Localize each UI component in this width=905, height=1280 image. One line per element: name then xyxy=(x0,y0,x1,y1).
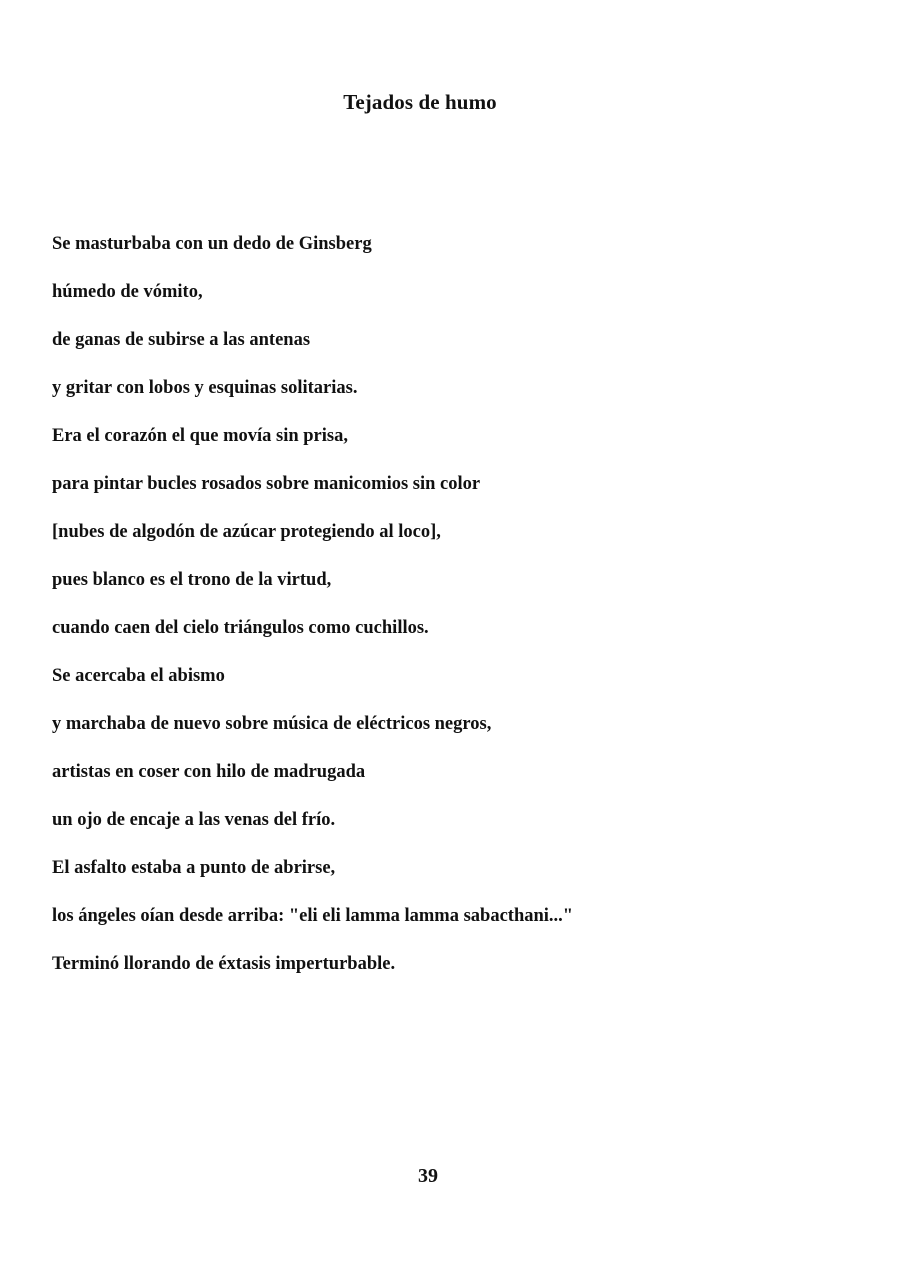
poem-line: y gritar con lobos y esquinas solitarias. xyxy=(52,378,358,398)
poem-line: para pintar bucles rosados sobre manicomios sin color xyxy=(52,474,481,494)
poem-line: y marchaba de nuevo sobre música de eléctricos negros, xyxy=(52,714,492,734)
poem-line: Se masturbaba con un dedo de Ginsberg xyxy=(52,234,372,254)
poem-line: los ángeles oían desde arriba: "eli eli lamma lamma sabacthani..." xyxy=(52,906,574,926)
poem-line: cuando caen del cielo triángulos como cuchillos. xyxy=(52,618,429,638)
poem-line: El asfalto estaba a punto de abrirse, xyxy=(52,858,336,878)
poem-line: pues blanco es el trono de la virtud, xyxy=(52,570,332,590)
poem-title: Tejados de humo xyxy=(343,90,497,114)
poem-body xyxy=(52,231,872,999)
page-number: 39 xyxy=(418,1165,438,1187)
poem-line: Terminó llorando de éxtasis imperturbable. xyxy=(52,954,396,974)
poem-line: húmedo de vómito, xyxy=(52,282,203,302)
poem-line: un ojo de encaje a las venas del frío. xyxy=(52,810,336,830)
poem-line: Era el corazón el que movía sin prisa, xyxy=(52,426,348,446)
poem-line: de ganas de subirse a las antenas xyxy=(52,330,311,350)
poem-line: Se acercaba el abismo xyxy=(52,666,225,686)
poem-line: [nubes de algodón de azúcar protegiendo al loco], xyxy=(52,522,441,542)
poem-line: artistas en coser con hilo de madrugada xyxy=(52,762,366,782)
